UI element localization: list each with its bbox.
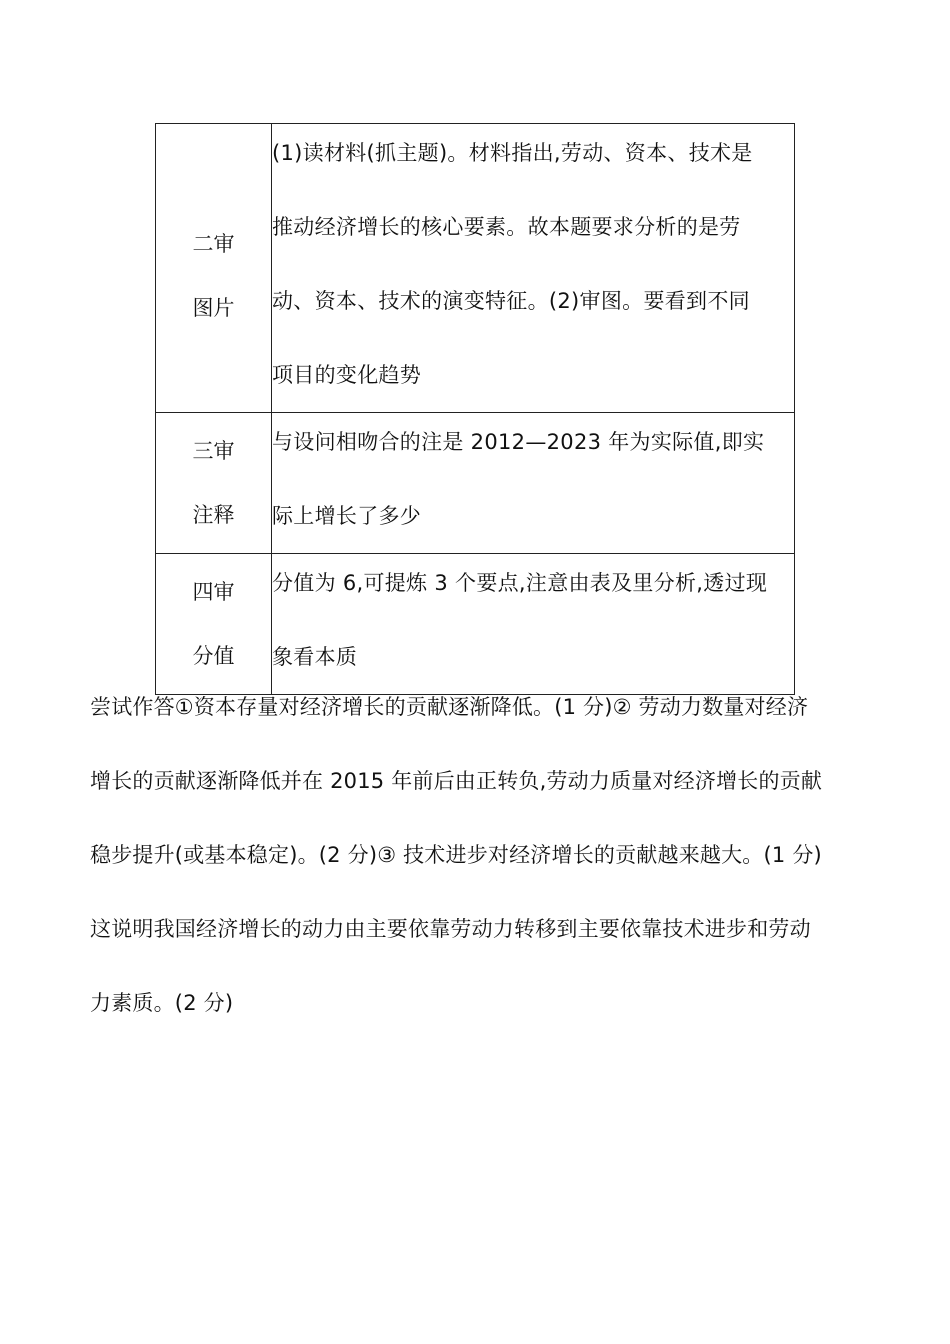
answer-paragraph [90, 670, 865, 1040]
answer-line: 稳步提升(或基本稳定)。(2 分)③ 技术进步对经济增长的贡献越来越大。(1 分) [90, 843, 822, 867]
content-line: 际上增长了多少 [272, 504, 422, 528]
row-label-line: 四审 [192, 580, 235, 604]
answer-line: 这说明我国经济增长的动力由主要依靠劳动力转移到主要依靠技术进步和劳动 [90, 917, 811, 941]
row-label-line: 图片 [192, 296, 235, 320]
answer-line: 力素质。(2 分) [90, 991, 234, 1015]
row-label-line: 注释 [192, 503, 235, 527]
table-row [156, 413, 795, 554]
row-label-line: 三审 [192, 439, 235, 463]
review-steps-table [155, 123, 795, 695]
content-line: 分值为 6,可提炼 3 个要点,注意由表及里分析,透过现 [272, 571, 768, 595]
content-line: 与设问相吻合的注是 2012—2023 年为实际值,即实 [272, 430, 765, 454]
content-line: 动、资本、技术的演变特征。(2)审图。要看到不同 [272, 289, 750, 313]
row-label-cell [156, 124, 272, 413]
content-line: 推动经济增长的核心要素。故本题要求分析的是劳 [272, 215, 741, 239]
row-content-cell [272, 124, 795, 413]
content-line: 象看本质 [272, 645, 358, 669]
row-label-cell [156, 413, 272, 554]
content-line: (1)读材料(抓主题)。材料指出,劳动、资本、技术是 [272, 141, 753, 165]
answer-line: 增长的贡献逐渐降低并在 2015 年前后由正转负,劳动力质量对经济增长的贡献 [90, 769, 823, 793]
row-content-cell [272, 413, 795, 554]
table-row [156, 124, 795, 413]
answer-line: 尝试作答①资本存量对经济增长的贡献逐渐降低。(1 分)② 劳动力数量对经济 [90, 695, 809, 719]
row-label-line: 二审 [192, 232, 235, 256]
row-label-line: 分值 [192, 644, 235, 668]
content-line: 项目的变化趋势 [272, 363, 422, 387]
